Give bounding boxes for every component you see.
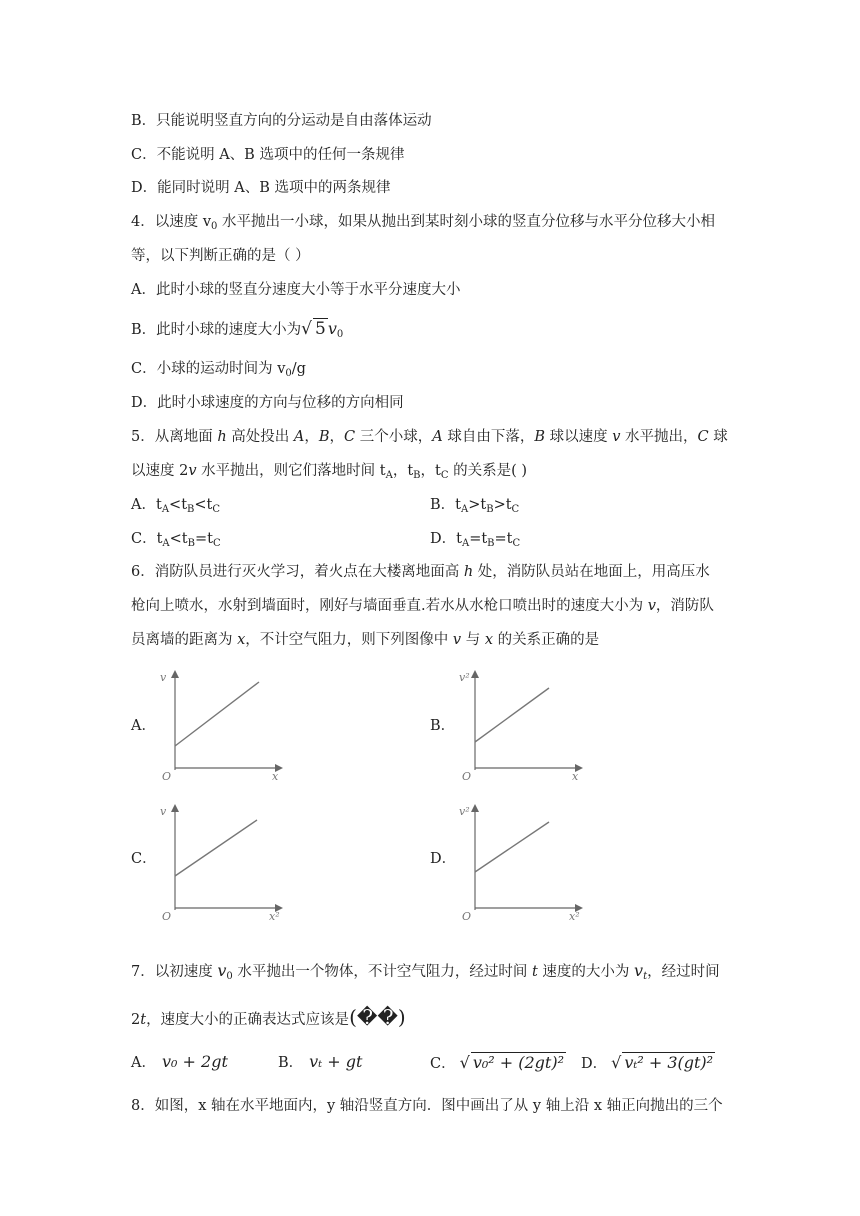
y-axis-label: v² bbox=[459, 805, 470, 818]
y-arrow-icon bbox=[471, 670, 479, 678]
q6-graph-d bbox=[455, 796, 590, 920]
q3-option-d: D．能同时说明 A、B 选项中的两条规律 bbox=[131, 180, 391, 196]
origin-label: O bbox=[462, 770, 472, 782]
q7-stem-line2: 2t，速度大小的正确表达式应该是(��) bbox=[131, 1005, 406, 1029]
origin-label: O bbox=[162, 910, 172, 920]
sqrt-symbol: √ 5 bbox=[301, 319, 326, 339]
q7-option-c: C． √ v₀² + (2gt)² bbox=[430, 1053, 565, 1072]
q6-graph-a-label: A． bbox=[131, 718, 156, 734]
q5-option-a: A．$t_A<t_B<t_C$ bbox=[131, 497, 221, 515]
origin-label: O bbox=[462, 910, 472, 920]
y-axis-label: v² bbox=[459, 671, 470, 684]
q7-option-d: D． √ vₜ² + 3(gt)² bbox=[581, 1053, 714, 1072]
q5-stem-line1: 5．从离地面 h 高处投出 A，B，C 三个小球，A 球自由下落，B 球以速度 v 水平抛出，C 球 bbox=[131, 429, 728, 445]
origin-label: O bbox=[162, 770, 172, 782]
q3-option-c: C．不能说明 A、B 选项中的任何一条规律 bbox=[131, 147, 405, 163]
q6-graph-d-label: D． bbox=[430, 851, 457, 867]
sqrt-symbol: √ v₀² + (2gt)² bbox=[459, 1053, 565, 1072]
q6-graph-b-label: B． bbox=[430, 718, 456, 734]
q6-graph-b bbox=[455, 662, 590, 782]
q6-graph-a bbox=[155, 662, 290, 782]
q7-option-a: A． v₀ + 2gt bbox=[131, 1052, 228, 1071]
q6-graph-c-label: C． bbox=[131, 851, 157, 867]
q6-stem-line1: 6．消防队员进行灭火学习，着火点在大楼离地面高 h 处，消防队员站在地面上，用高压水 bbox=[131, 564, 710, 580]
q6-stem-line3: 员离墙的距离为 x，不计空气阻力，则下列图像中 v 与 x 的关系正确的是 bbox=[131, 632, 600, 648]
x-axis-label: x² bbox=[269, 910, 280, 920]
q4-option-d: D．此时小球速度的方向与位移的方向相同 bbox=[131, 395, 404, 411]
y-arrow-icon bbox=[471, 804, 479, 812]
x-axis-label: x² bbox=[569, 910, 580, 920]
q4-option-a: A．此时小球的竖直分速度大小等于水平分速度大小 bbox=[131, 282, 461, 298]
q4-stem-line2: 等，以下判断正确的是（ ） bbox=[131, 248, 310, 264]
q4-option-c: C．小球的运动时间为 $v_0/g$ bbox=[131, 361, 306, 379]
q7-stem-line1: 7．以初速度 $v_0$ 水平抛出一个物体，不计空气阻力，经过时间 t 速度的大小为 $v_t$，经过时间 bbox=[131, 961, 720, 982]
graph-line bbox=[175, 820, 257, 876]
q6-stem-line2: 枪向上喷水，水射到墙面时，刚好与墙面垂直.若水从水枪口喷出时的速度大小为 v，消防队 bbox=[131, 598, 714, 614]
q8-stem-line1: 8．如图，x 轴在水平地面内，y 轴沿竖直方向．图中画出了从 y 轴上沿 x 轴正向抛出的三个 bbox=[131, 1098, 723, 1114]
q5-option-c: C．$t_A<t_B=t_C$ bbox=[131, 531, 221, 549]
y-axis-label: v bbox=[160, 671, 167, 684]
y-arrow-icon bbox=[171, 670, 179, 678]
y-axis-label: v bbox=[160, 805, 167, 818]
q5-option-b: B．$t_A>t_B>t_C$ bbox=[430, 497, 520, 515]
q7-option-b: B． vₜ + gt bbox=[278, 1052, 363, 1071]
q6-graph-c bbox=[155, 796, 290, 920]
x-axis-label: x bbox=[572, 770, 579, 782]
y-arrow-icon bbox=[171, 804, 179, 812]
q5-option-d: D．$t_A=t_B=t_C$ bbox=[430, 531, 521, 549]
graph-line bbox=[475, 822, 549, 872]
sqrt-symbol: √ vₜ² + 3(gt)² bbox=[611, 1053, 714, 1072]
q3-option-b: B．只能说明竖直方向的分运动是自由落体运动 bbox=[131, 113, 432, 129]
graph-line bbox=[475, 688, 549, 742]
x-axis-label: x bbox=[272, 770, 279, 782]
q5-stem-line2: 以速度 2v 水平抛出，则它们落地时间 $t_A$，$t_B$，$t_C$ 的关系是( ) bbox=[131, 463, 528, 481]
q4-stem-line1: 4．以速度 $v_0$ 水平抛出一小球，如果从抛出到某时刻小球的竖直分位移与水平分位移大小相 bbox=[131, 214, 716, 232]
graph-line bbox=[175, 682, 259, 746]
q4-option-b: B．此时小球的速度大小为√ 5 $v_0$ bbox=[131, 319, 344, 340]
